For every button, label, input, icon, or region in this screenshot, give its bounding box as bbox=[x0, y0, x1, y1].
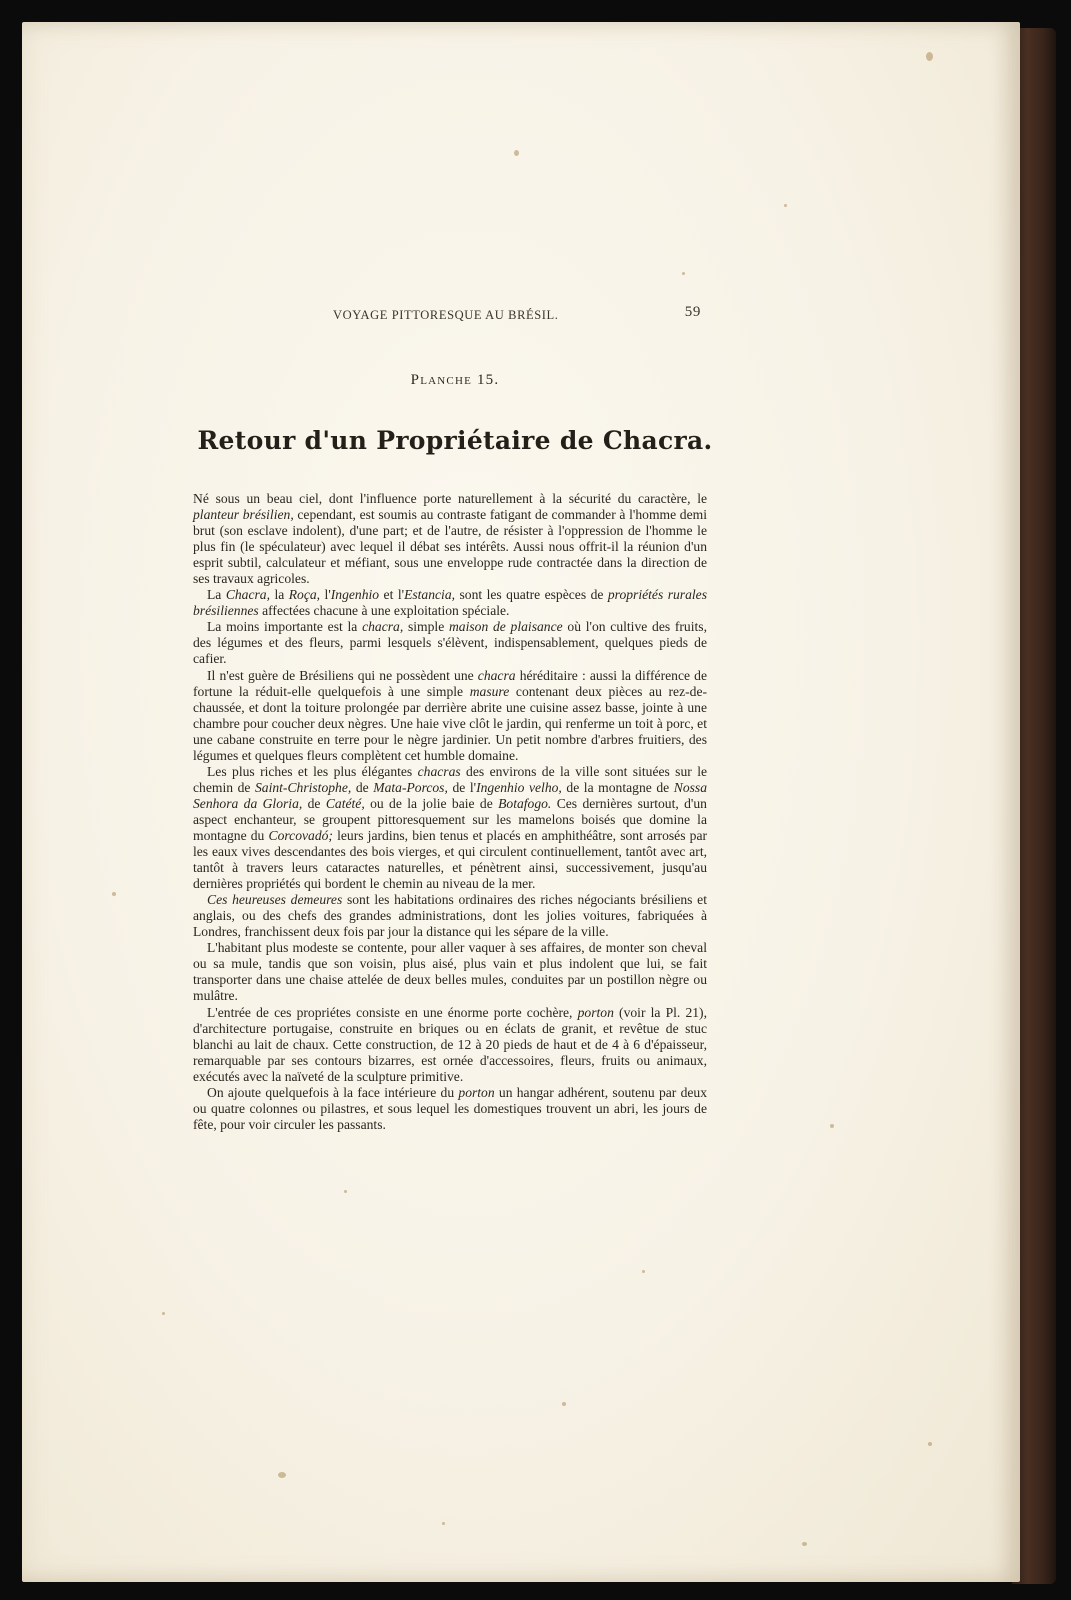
paper-speck bbox=[278, 1472, 286, 1478]
text-run: de l' bbox=[447, 779, 477, 795]
paper-speck bbox=[112, 892, 116, 896]
italic-text: Roça, bbox=[288, 587, 321, 603]
italic-text: Chacra, bbox=[225, 587, 270, 603]
body-text bbox=[193, 491, 707, 1133]
text-run: de bbox=[351, 779, 374, 795]
paragraph bbox=[193, 668, 707, 764]
paragraph bbox=[193, 1005, 707, 1085]
text-run: et l' bbox=[379, 587, 405, 603]
italic-text: chacras bbox=[417, 763, 461, 779]
paper-speck bbox=[682, 272, 685, 275]
text-run: cependant, est soumis au contraste fatigant de commander à l'homme demi brut (son esclave indolent), d'une part; et de l'autre, de résister à l'oppression de l'homme le plus fin (le spéculateur) avec lequel il débat ses intérêts. Aussi nous offrit-il la réunion d'un esprit subtil, calculateur et méfiant, sous une enveloppe rude contractée dans la direction de ses travaux agricoles. bbox=[193, 507, 707, 587]
paragraph bbox=[193, 1085, 707, 1133]
page-number: 59 bbox=[684, 304, 701, 320]
italic-text: Nossa Senhora da Gloria, bbox=[193, 779, 707, 811]
italic-text: chacra bbox=[477, 667, 516, 683]
page-title: Retour d'un Propriétaire de Chacra. bbox=[197, 426, 713, 455]
italic-text: Ingenhio velho, bbox=[476, 779, 562, 795]
paper-speck bbox=[162, 1312, 165, 1315]
text-run: (voir la Pl. 21), d'architecture portugaise, construite en briques ou en éclats de granit, et revêtue de stuc blanchi au lait de chaux. Cette construction, de 12 à 20 pieds de haut et de 4 à 6 d'épaisseur, remarquable par ses contours bizarres, est ornée d'accessoires, fleurs, fruits ou animaux, exécutés avec la naïveté de la sculpture primitive. bbox=[193, 1004, 707, 1084]
italic-text: chacra, bbox=[362, 619, 404, 635]
italic-text: planteur brésilien, bbox=[193, 507, 294, 523]
text-run: un hangar adhérent, soutenu par deux ou quatre colonnes ou pilastres, et sous lequel les domestiques trouvent un abri, les jours de fête, pour voir circuler les passants. bbox=[193, 1084, 707, 1132]
running-header bbox=[195, 304, 715, 326]
text-run: la bbox=[270, 587, 289, 603]
paper-speck bbox=[642, 1270, 645, 1273]
text-run: des environs de la ville sont situées sur le chemin de bbox=[193, 763, 707, 795]
paper-speck bbox=[442, 1522, 445, 1525]
plate-number: Planche 15. bbox=[410, 372, 500, 388]
paper-speck bbox=[830, 1124, 834, 1128]
text-run: Il n'est guère de Brésiliens qui ne possèdent une bbox=[207, 667, 478, 683]
text-run: L'entrée de ces propriétes consiste en une énorme porte cochère, bbox=[207, 1004, 578, 1020]
paper-speck bbox=[802, 1542, 807, 1546]
italic-text: Saint-Christophe, bbox=[254, 779, 352, 795]
italic-text: propriétés rurales brésiliennes bbox=[193, 587, 707, 619]
paragraph bbox=[193, 940, 707, 1004]
text-run: l' bbox=[320, 587, 331, 603]
paragraph bbox=[193, 619, 707, 667]
paragraph bbox=[193, 764, 707, 892]
paper-speck bbox=[928, 1442, 932, 1446]
text-run: ou de la jolie baie de bbox=[364, 795, 499, 811]
italic-text: Botafogo. bbox=[498, 795, 552, 811]
text-run: sont les habitations ordinaires des riches négociants brésiliens et anglais, ou des chefs des grandes administrations, dont les jolies voitures, fabriquées à Londres, franchissent deux fois par jour la distance qui les sépare de la ville. bbox=[193, 892, 707, 940]
italic-text: Corcovadó; bbox=[268, 827, 333, 843]
text-run: L'habitant plus modeste se contente, pour aller vaquer à ses affaires, de monter son cheval ou sa mule, tandis que son voisin, plus aisé, plus vain et plus indolent que lui, se fait transporter dans une chaise attelée de deux belles mules, conduites par un postillon nègre ou mulâtre. bbox=[193, 940, 707, 1004]
text-run: de la montagne de bbox=[561, 779, 674, 795]
paper-speck bbox=[784, 204, 787, 207]
italic-text: maison de plaisance bbox=[448, 619, 563, 635]
italic-text: masure bbox=[469, 683, 510, 699]
paper-speck bbox=[562, 1402, 566, 1406]
italic-text: Mata-Porcos, bbox=[373, 779, 448, 795]
text-run: Né sous un beau ciel, dont l'influence porte naturellement à la sécurité du caractère, le bbox=[193, 491, 707, 506]
paragraph bbox=[193, 587, 707, 619]
italic-text: Catété, bbox=[325, 795, 365, 811]
text-run: La moins importante est la bbox=[207, 619, 363, 635]
text-run: sont les quatre espèces de bbox=[455, 587, 608, 603]
italic-text: porton bbox=[577, 1004, 614, 1020]
text-run: affectées chacune à une exploitation spéciale. bbox=[258, 603, 510, 619]
text-run: leurs jardins, bien tenus et placés en amphithéâtre, sont arrosés par les eaux vives descendantes des bois vierges, et qui circulent continuellement, tantôt avec art, tantôt à travers leurs cataractes naturelles, et pénètrent ainsi, successivement, jusqu'au dernières propriétés qui bordent le chemin au niveau de la mer. bbox=[193, 827, 708, 892]
paper-speck bbox=[514, 150, 519, 156]
text-run: de bbox=[302, 795, 326, 811]
italic-text: Estancia, bbox=[404, 587, 456, 603]
italic-text: Ingenhio bbox=[330, 587, 380, 603]
running-title: VOYAGE PITTORESQUE AU BRÉSIL. bbox=[333, 308, 559, 322]
text-run: où l'on cultive des fruits, des légumes et des fleurs, parmi lesquels s'élèvent, indispensablement, quelques pieds de cafier. bbox=[193, 619, 707, 667]
italic-text: Ces heureuses demeures bbox=[207, 892, 343, 908]
text-run: héréditaire : aussi la différence de fortune la réduit-elle quelquefois à une simple bbox=[193, 667, 707, 699]
text-run: contenant deux pièces au rez-de-chaussée, et dont la toiture prolongée par derrière abrite une cuisine assez basse, jointe à une chambre pour coucher deux nègres. Une haie vive clôt le jardin, qui renferme un toit à porc, et une cabane construite en terre pour le nègre jardinier. Un petit nombre d'arbres fruitiers, des légumes et quelques fleurs complètent cet humble domaine. bbox=[193, 683, 708, 763]
italic-text: porton bbox=[458, 1084, 495, 1100]
text-run: Ces dernières surtout, d'un aspect enchanteur, se groupent pittoresquement sur les mamelons boisés que domine la montagne du bbox=[193, 795, 707, 843]
text-run: On ajoute quelquefois à la face intérieure du bbox=[207, 1084, 459, 1100]
text-run: simple bbox=[403, 619, 449, 635]
paragraph bbox=[193, 491, 707, 587]
text-run: La bbox=[207, 587, 226, 603]
text-run: Les plus riches et les plus élégantes bbox=[207, 763, 418, 779]
paper-speck bbox=[344, 1190, 347, 1193]
paragraph bbox=[193, 892, 707, 940]
paper-speck bbox=[926, 52, 933, 61]
